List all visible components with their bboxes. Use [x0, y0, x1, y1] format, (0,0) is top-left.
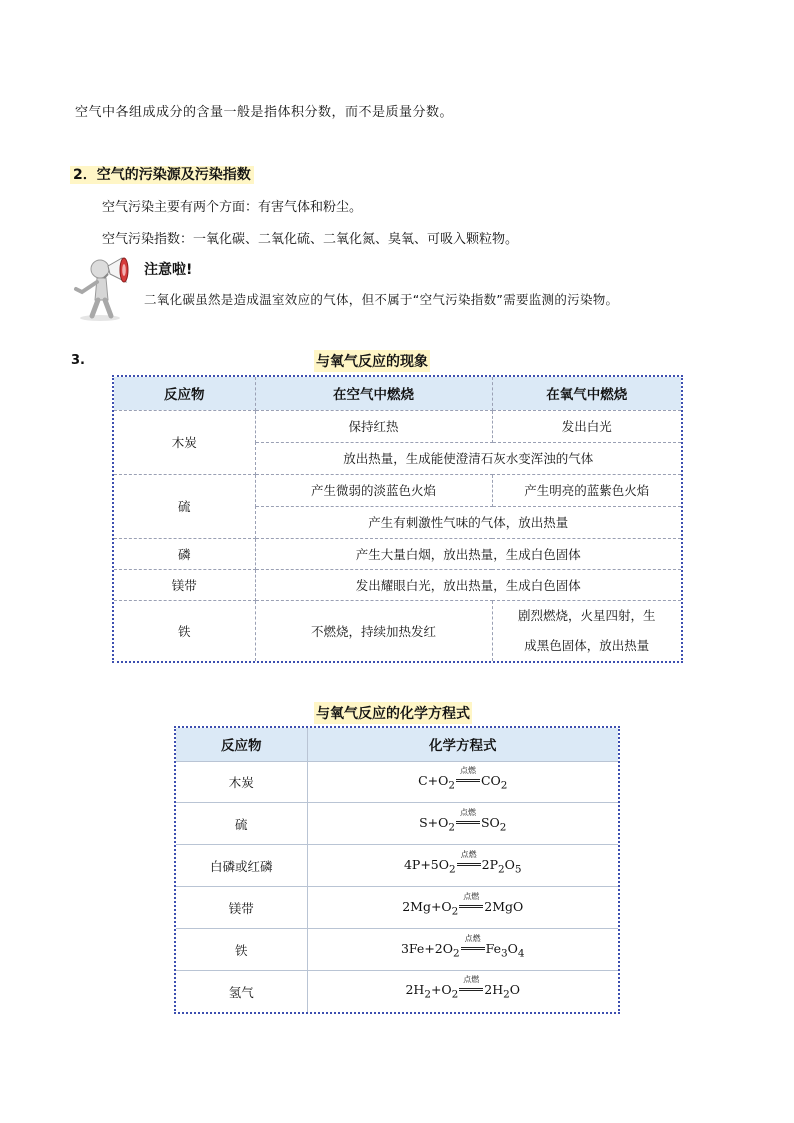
section-2-title-text: 2．空气的污染源及污染指数 — [70, 166, 254, 184]
note-text: 空气中各组成成分的含量一般是指体积分数，而不是质量分数。 — [75, 105, 454, 120]
header-reactant: 反应物 — [114, 377, 255, 410]
condition-mark: 点燃 — [456, 773, 480, 787]
equation-phosphorus: $4P+5O_2$ 点燃 $2P_2O_5$ — [307, 845, 618, 887]
magnesium-common: 发出耀眼白光，放出热量，生成白色固体 — [255, 569, 681, 600]
pollution-sources-text: 空气污染主要有两个方面：有害气体和粉尘。 — [102, 200, 363, 215]
eq-reactant-iron: 铁 — [176, 929, 307, 971]
eq-reactant-charcoal: 木炭 — [176, 761, 307, 803]
header-reactant-2: 反应物 — [176, 728, 307, 761]
eq-reactant-magnesium: 镁带 — [176, 887, 307, 929]
iron-oxygen-line-2: 成黑色固体，放出热量 — [524, 637, 650, 653]
equation-iron: $3Fe+2O_2$ 点燃 $Fe_3O_4$ — [307, 929, 618, 971]
sulfur-common: 产生有刺激性气味的气体，放出热量 — [255, 506, 681, 538]
eq-reactant-hydrogen: 氢气 — [176, 971, 307, 1012]
equation-hydrogen: $2H_2+O_2$ 点燃 $2H_2O$ — [307, 971, 618, 1012]
condition-mark: 点燃 — [459, 982, 483, 996]
condition-mark: 点燃 — [456, 815, 480, 829]
section-3-number: 3. — [71, 353, 85, 368]
header-burn-in-air: 在空气中燃烧 — [255, 377, 492, 410]
equation-charcoal: $C+O_2$ 点燃 $CO_2$ — [307, 761, 618, 803]
pollution-index-text: 空气污染指数：一氧化碳、二氧化硫、二氧化氮、臭氧、可吸入颗粒物。 — [102, 232, 519, 247]
header-equation: 化学方程式 — [307, 728, 618, 761]
charcoal-common: 放出热量，生成能使澄清石灰水变浑浊的气体 — [255, 442, 681, 474]
iron-oxygen — [492, 600, 681, 661]
charcoal-air: 保持红热 — [255, 410, 492, 442]
oxygen-phenomena-table — [112, 375, 683, 663]
table1-caption: 与氧气反应的现象 — [314, 350, 430, 372]
reactant-iron: 铁 — [114, 600, 255, 661]
header-burn-in-oxygen: 在氧气中燃烧 — [492, 377, 681, 410]
iron-air: 不燃烧，持续加热发红 — [255, 600, 492, 661]
equation-sulfur: $S+O_2$ 点燃 $SO_2$ — [307, 803, 618, 845]
phosphorus-common: 产生大量白烟，放出热量，生成白色固体 — [255, 538, 681, 569]
condition-mark: 点燃 — [457, 857, 481, 871]
charcoal-oxygen: 发出白光 — [492, 410, 681, 442]
table2-caption: 与氧气反应的化学方程式 — [314, 702, 472, 724]
reactant-phosphorus: 磷 — [114, 538, 255, 569]
condition-mark: 点燃 — [459, 899, 483, 913]
chemical-equation-table — [174, 726, 620, 1014]
reactant-sulfur: 硫 — [114, 474, 255, 538]
eq-reactant-phosphorus: 白磷或红磷 — [176, 845, 307, 887]
reactant-magnesium: 镁带 — [114, 569, 255, 600]
equation-magnesium: $2Mg+O_2$ 点燃 2MgO — [307, 887, 618, 929]
megaphone-person-icon — [70, 256, 132, 322]
warning-text: 二氧化碳虽然是造成温室效应的气体，但不属于“空气污染指数”需要监测的污染物。 — [144, 292, 619, 307]
reactant-charcoal: 木炭 — [114, 410, 255, 474]
sulfur-oxygen: 产生明亮的蓝紫色火焰 — [492, 474, 681, 506]
iron-oxygen-line-1: 剧烈燃烧，火星四射，生 — [517, 607, 656, 623]
condition-mark: 点燃 — [461, 941, 485, 955]
warning-title: 注意啦! — [144, 262, 193, 278]
sulfur-air: 产生微弱的淡蓝色火焰 — [255, 474, 492, 506]
eq-reactant-sulfur: 硫 — [176, 803, 307, 845]
section-2-title — [70, 164, 254, 184]
